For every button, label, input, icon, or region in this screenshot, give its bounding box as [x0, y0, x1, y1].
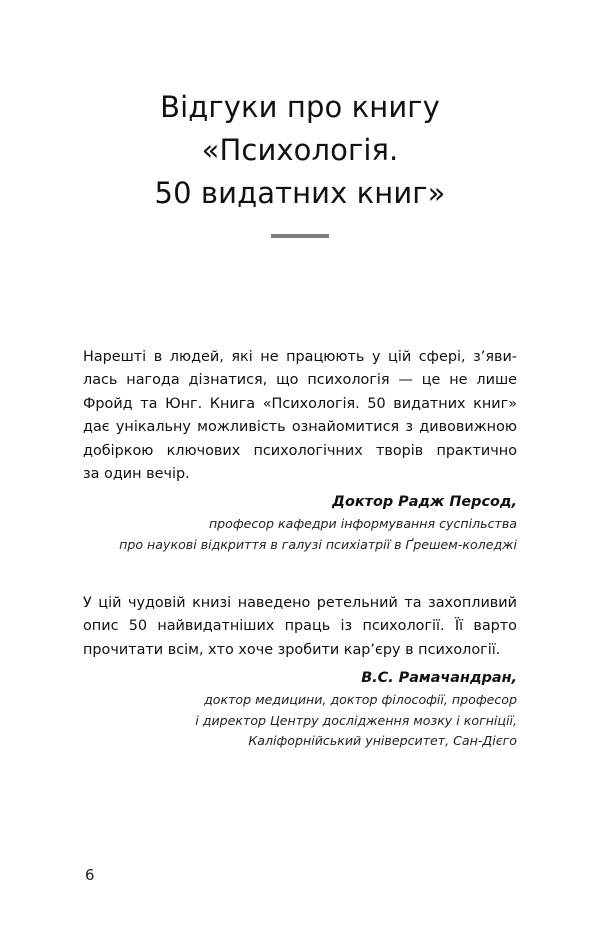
- review-text: [83, 346, 517, 486]
- title-line: 50 видатних книг»: [154, 176, 446, 210]
- review-author-affiliation: [83, 690, 517, 752]
- page-number: 6: [85, 866, 95, 884]
- review-text-line: У цій чудовій книзі наведено ретельний та захопливий: [83, 595, 517, 611]
- review-text-line: опис 50 найвидатніших праць із психології. Її варто: [83, 618, 517, 635]
- affiliation-line: професор кафедри інформування суспільства: [208, 516, 517, 532]
- title-divider: [271, 234, 329, 238]
- title-line: Відгуки про книгу: [160, 90, 440, 124]
- review-author: Доктор Радж Персод,: [332, 494, 517, 511]
- affiliation-line: Каліфорнійський університет, Сан-Дієго: [248, 733, 517, 749]
- review-author: В.С. Рамачандран,: [361, 670, 517, 687]
- review-persaud: [83, 346, 517, 555]
- review-text-line: Нарешті в людей, які не працюють у цій сфері, з’яви-: [83, 349, 517, 365]
- review-author-affiliation: [83, 514, 517, 555]
- page-title: [0, 86, 600, 215]
- affiliation-line: доктор медицини, доктор філософії, професор: [204, 692, 517, 708]
- review-text-line: за один вечір.: [83, 466, 190, 483]
- review-text: [83, 592, 517, 662]
- review-text-line: добіркою ключових психологічних творів практично: [83, 442, 517, 459]
- review-text-line: дає унікальну можливість ознайомитися з дивовижною: [83, 419, 517, 436]
- review-text-line: Фройд та Юнг. Книга «Психологія. 50 видатних книг»: [83, 395, 517, 412]
- title-line: «Психологія.: [201, 133, 399, 167]
- affiliation-line: про наукові відкриття в галузі психіатрії в Ґрешем-коледжі: [119, 536, 517, 552]
- review-text-line: лась нагода дізнатися, що психологія — це не лише: [83, 372, 517, 389]
- affiliation-line: і директор Центру дослідження мозку і когніції,: [195, 712, 517, 728]
- review-ramachandran: [83, 592, 517, 752]
- review-text-line: прочитати всім, хто хоче зробити кар’єру в психології.: [83, 641, 501, 658]
